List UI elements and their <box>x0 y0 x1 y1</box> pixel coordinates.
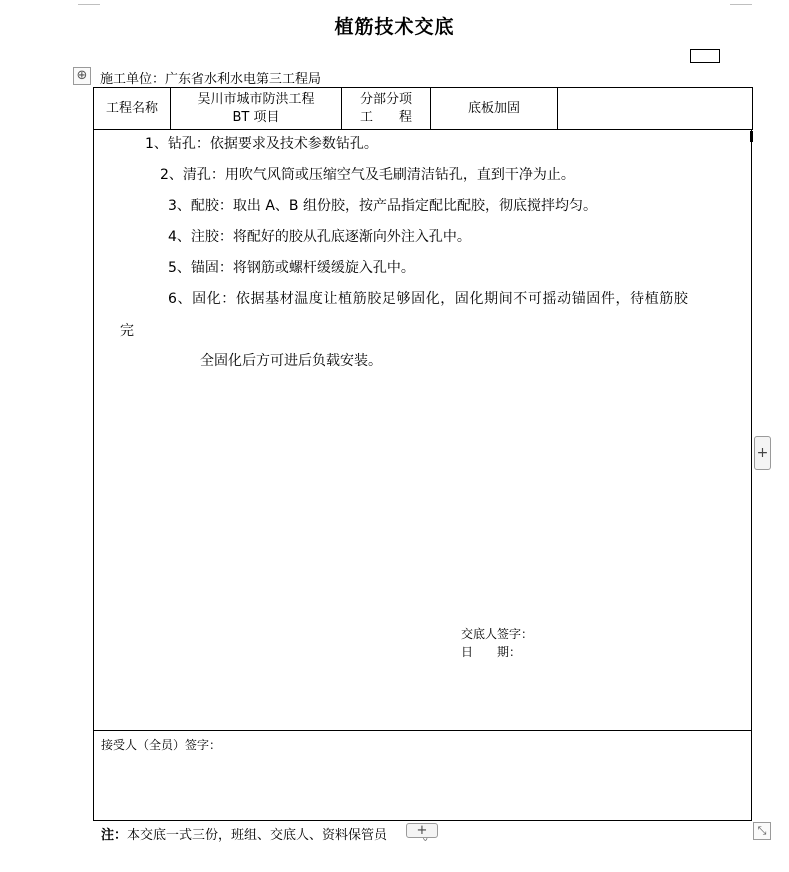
small-text-box[interactable] <box>690 49 720 63</box>
step-5: 5、锚固：将钢筋或螺杆缓缓旋入孔中。 <box>168 260 415 276</box>
table-resize-handle-icon[interactable]: ⤡ <box>753 822 771 840</box>
sub-project-label-line1: 分部分项 <box>359 91 412 107</box>
construction-unit-label: 施工单位： <box>100 72 166 87</box>
header-table <box>93 87 753 130</box>
step-6-continuation: 全固化后方可进后负载安装。 <box>200 353 382 369</box>
project-name-value-cell <box>171 88 342 130</box>
footer-note <box>101 824 436 843</box>
project-name-line2: BT 项目 <box>232 109 280 125</box>
note-prefix: 注： <box>101 828 128 843</box>
receiver-sign-label: 接受人（全员）签字： <box>101 738 222 752</box>
document-title: 植筋技术交底 <box>334 16 455 38</box>
project-name-line1: 吴川市城市防洪工程 <box>197 91 315 107</box>
date-label: 日 期： <box>461 645 522 659</box>
step-6-wrap: 完 <box>120 323 134 339</box>
step-3: 3、配胶：取出 A、B 组份胶，按产品指定配比配胶，彻底搅拌均匀。 <box>168 198 597 214</box>
table-move-handle-icon[interactable]: ⊕ <box>73 67 91 85</box>
step-1: 1、钻孔：依据要求及技术参数钻孔。 <box>145 136 378 152</box>
page-corner-mark-right <box>730 0 752 5</box>
construction-unit-value: 广东省水利水电第三工程局 <box>165 72 322 87</box>
discloser-sign-label: 交底人签字： <box>461 627 534 641</box>
construction-unit-line <box>100 68 321 87</box>
add-row-button[interactable]: + <box>406 823 438 838</box>
sub-project-value-cell: 底板加固 <box>431 88 558 130</box>
add-column-button[interactable]: + <box>754 436 771 470</box>
text-cursor-mark <box>750 131 753 142</box>
sub-project-label-line2: 工 程 <box>359 109 412 125</box>
note-text: 本交底一式三份，班组、交底人、资料保管员 <box>127 828 388 843</box>
step-4: 4、注胶：将配好的胶从孔底逐渐向外注入孔中。 <box>168 229 471 245</box>
project-name-label-cell: 工程名称 <box>94 88 171 130</box>
step-2: 2、清孔：用吹气风筒或压缩空气及毛刷清洁钻孔，直到干净为止。 <box>160 167 575 183</box>
disclosure-content-box <box>93 130 752 730</box>
extra-empty-cell <box>558 88 753 130</box>
sub-project-label-cell <box>342 88 431 130</box>
page-corner-mark-left <box>78 0 100 5</box>
receiver-sign-box <box>93 730 752 821</box>
step-6: 6、固化：依据基材温度让植筋胶足够固化，固化期间不可摇动锚固件，待植筋胶 <box>168 291 689 307</box>
